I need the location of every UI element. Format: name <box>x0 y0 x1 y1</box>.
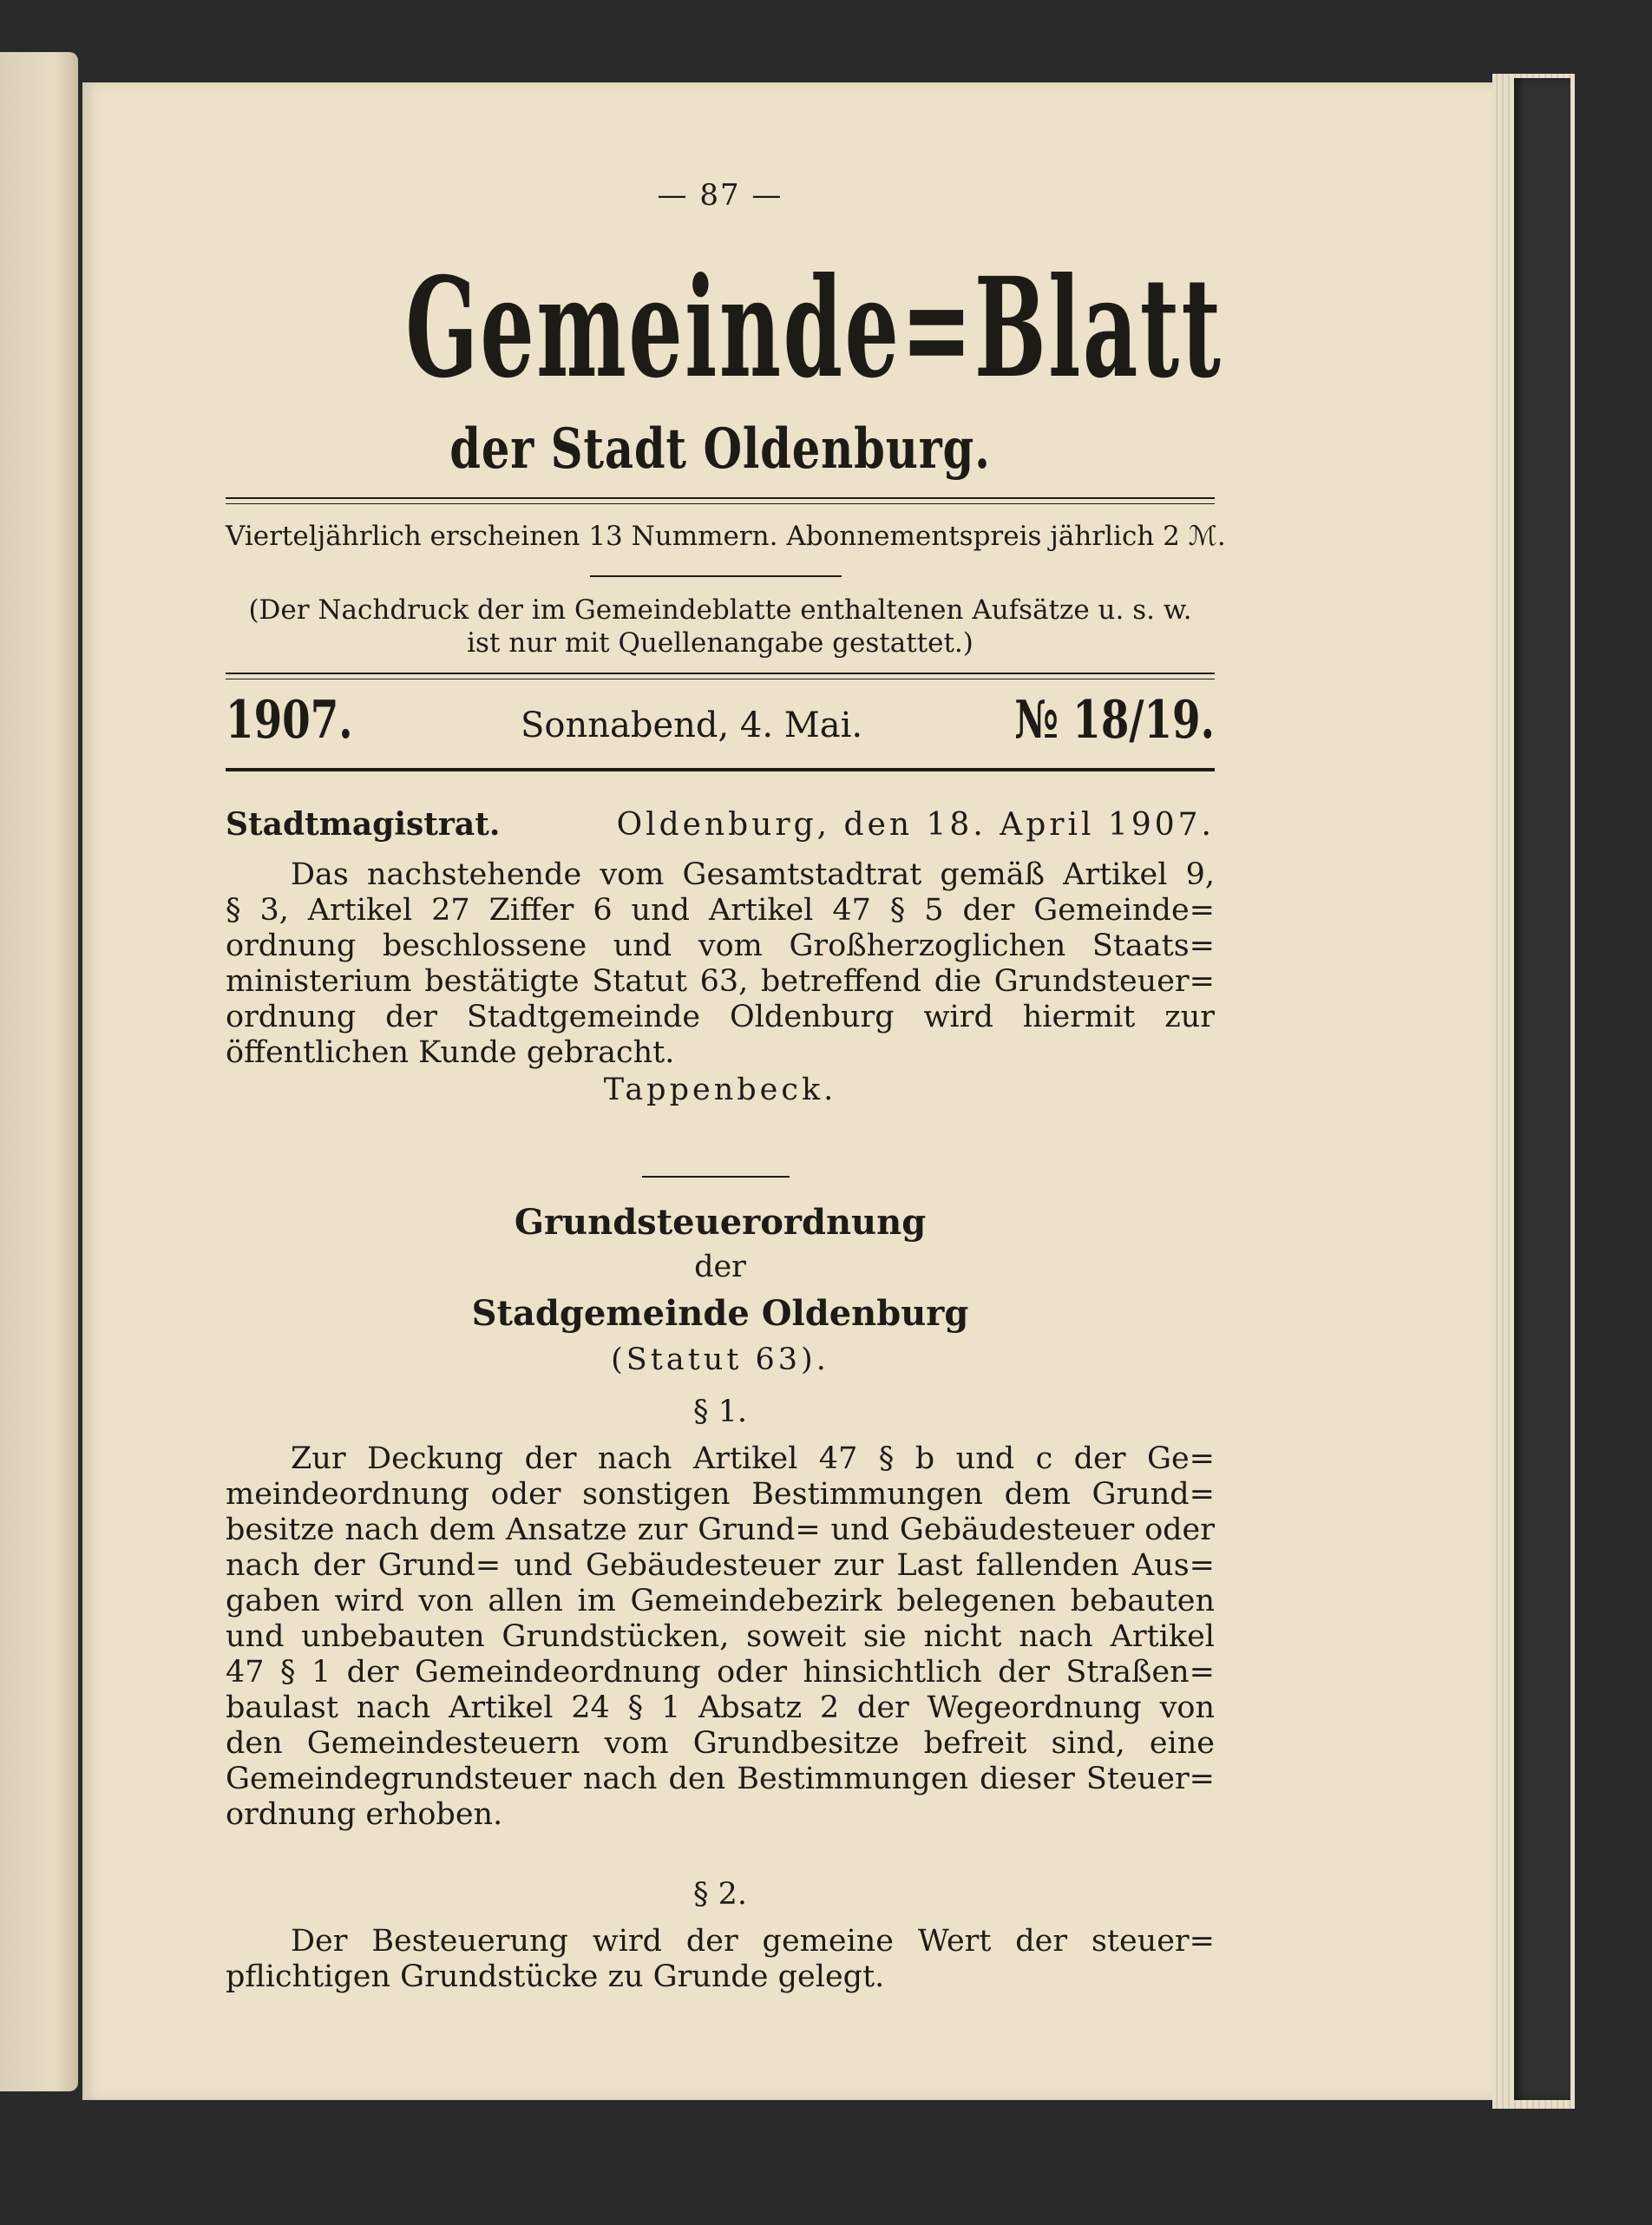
section-2-body <box>226 1924 1215 1995</box>
notice-header <box>226 807 1215 843</box>
notice-line: ordnung beschlossene und vom Großherzoglichen Staats= <box>226 929 1215 963</box>
masthead-rule <box>226 497 1215 504</box>
ordinance-statute: (Statut 63). <box>611 1342 829 1377</box>
section-line: Gemeindegrundsteuer nach den Bestimmungen dieser Steuer= <box>226 1762 1215 1796</box>
notice-signature: Tappenbeck. <box>603 1073 837 1107</box>
section-line: gaben wird von allen im Gemeindebezirk belegenen bebauten <box>226 1584 1215 1618</box>
section-line: pflichtigen Grundstücke zu Grunde gelegt. <box>226 1959 885 1994</box>
notice-line: Das nachstehende vom Gesamtstadtrat gemäß Artikel 9, <box>291 857 1215 892</box>
reprint-notice-line-2: ist nur mit Quellenangabe gestattet.) <box>467 627 974 659</box>
section-line: meindeordnung oder sonstigen Bestimmungen dem Grund= <box>226 1477 1215 1512</box>
section-line: ordnung erhoben. <box>226 1797 503 1832</box>
section-1-body <box>226 1441 1215 1833</box>
notice-line: ordnung der Stadtgemeinde Oldenburg wird hiermit zur <box>226 1000 1215 1034</box>
ordinance-municipality: Stadgemeinde Oldenburg <box>471 1293 969 1334</box>
document-page <box>82 82 1492 2100</box>
section-line: besitze nach dem Ansatze zur Grund= und Gebäudesteuer oder <box>226 1513 1215 1547</box>
notice-line: öffentlichen Kunde gebracht. <box>226 1035 675 1070</box>
subscription-info: Vierteljährlich erscheinen 13 Nummern. Abonnementspreis jährlich 2 ℳ. <box>226 521 1226 552</box>
issue-rule-top <box>226 673 1215 679</box>
section-line: 47 § 1 der Gemeindeordnung oder hinsichtlich der Straßen= <box>226 1655 1215 1690</box>
reprint-notice-line-1: (Der Nachdruck der im Gemeindeblatte enthaltenen Aufsätze u. s. w. <box>248 594 1192 626</box>
left-page-edge <box>0 52 78 2091</box>
section-line: Der Besteuerung wird der gemeine Wert der steuer= <box>291 1924 1215 1959</box>
notice-line: ministerium bestätigte Statut 63, betreffend die Grundsteuer= <box>226 964 1215 999</box>
issue-rule-bottom <box>226 768 1215 771</box>
ordinance-der: der <box>694 1250 746 1284</box>
notice-line: § 3, Artikel 27 Ziffer 6 und Artikel 47 § 5 der Gemeinde= <box>226 893 1215 928</box>
section-2-heading: § 2. <box>692 1877 748 1912</box>
notice-authority: Stadtmagistrat. <box>226 806 501 843</box>
section-line: Zur Deckung der nach Artikel 47 § b und c der Ge= <box>291 1441 1215 1476</box>
issue-date: Sonnabend, 4. Mai. <box>521 706 863 745</box>
section-line: baulast nach Artikel 24 § 1 Absatz 2 der Wegeordnung von <box>226 1690 1215 1725</box>
notice-place-date: Oldenburg, den 18. April 1907. <box>616 807 1215 843</box>
notice-divider <box>642 1176 790 1178</box>
masthead-subtitle: der Stadt Oldenburg. <box>449 417 991 482</box>
section-line: und unbebauten Grundstücken, soweit sie nicht nach Artikel <box>226 1619 1215 1654</box>
section-line: den Gemeindesteuern vom Grundbesitze befreit sind, eine <box>226 1726 1215 1761</box>
masthead-title: Gemeinde=Blatt <box>405 248 1223 409</box>
book-cover <box>1514 78 1570 2100</box>
notice-body <box>226 857 1215 1108</box>
ordinance-title: Grundsteuerordnung <box>514 1202 927 1243</box>
section-1-heading: § 1. <box>692 1395 748 1429</box>
short-divider <box>590 575 842 577</box>
section-line: nach der Grund= und Gebäudesteuer zur Last fallenden Aus= <box>226 1548 1215 1583</box>
issue-year: 1907. <box>226 690 353 751</box>
issue-dateline <box>226 690 1215 759</box>
issue-number: № 18/19. <box>1014 690 1215 751</box>
page-number: — 87 — <box>657 178 783 213</box>
